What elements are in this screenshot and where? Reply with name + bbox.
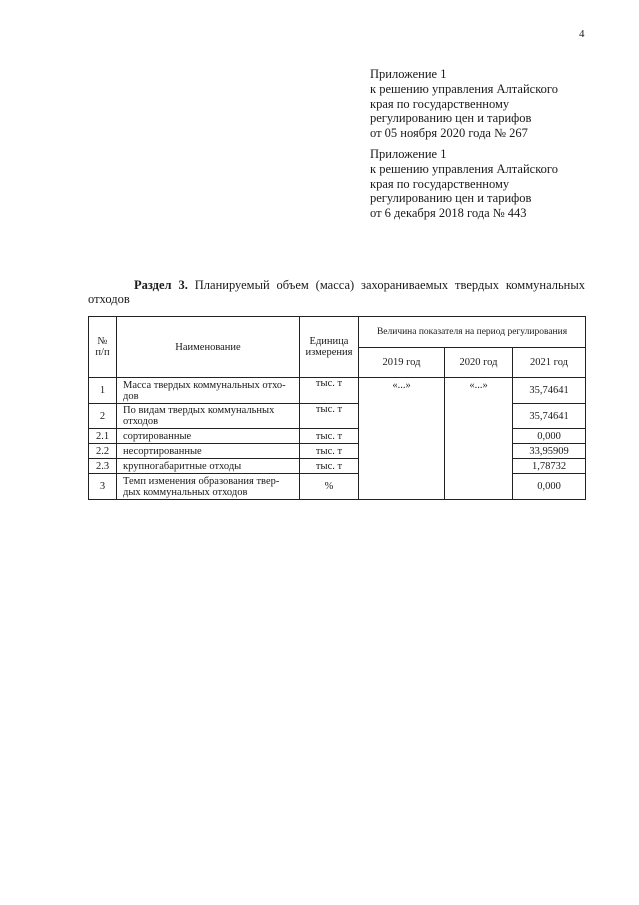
merged-value-2020: «...»	[445, 378, 513, 500]
header-year-2021: 2021 год	[513, 348, 586, 378]
table-row	[89, 378, 586, 404]
row-name: сортированные	[117, 429, 300, 444]
waste-volume-table	[88, 316, 586, 500]
appendix-line: регулированию цен и тарифов	[370, 191, 532, 206]
section-label: Раздел 3.	[134, 278, 188, 292]
row-num: 2.2	[89, 444, 117, 459]
row-num: 2.1	[89, 429, 117, 444]
row-value-2021: 0,000	[513, 429, 586, 444]
table-header-row	[89, 317, 586, 348]
row-unit: %	[300, 474, 359, 500]
header-year-2020: 2020 год	[445, 348, 513, 378]
header-period: Величина показателя на период регулирования	[359, 317, 586, 348]
row-value-2021: 1,78732	[513, 459, 586, 474]
header-num: № п/п	[89, 317, 117, 378]
header-unit: Единица измерения	[300, 317, 359, 378]
appendix-header-original	[370, 147, 558, 221]
row-value-2021: 33,95909	[513, 444, 586, 459]
page-number: 4	[579, 28, 585, 40]
appendix-line: Приложение 1	[370, 67, 447, 81]
header-year-2019: 2019 год	[359, 348, 445, 378]
row-num: 3	[89, 474, 117, 500]
appendix-line: от 6 декабря 2018 года № 443	[370, 206, 527, 221]
row-unit: тыс. т	[300, 429, 359, 444]
row-unit: тыс. т	[300, 459, 359, 474]
header-name: Наименование	[117, 317, 300, 378]
appendix-line: к решению управления Алтайского	[370, 161, 558, 176]
row-unit: тыс. т	[300, 444, 359, 459]
section-title-text: Планируемый объем (масса) захораниваемых твердых коммунальных отходов	[88, 278, 586, 306]
appendix-line: края по государственному	[370, 96, 510, 111]
row-value-2021: 35,74641	[513, 378, 586, 404]
row-name: Масса твердых коммунальных отхо-дов	[117, 378, 300, 404]
row-num: 2	[89, 404, 117, 429]
row-name: крупногабаритные отходы	[117, 459, 300, 474]
appendix-line: Приложение 1	[370, 147, 447, 161]
row-value-2021: 0,000	[513, 474, 586, 500]
appendix-line: регулированию цен и тарифов	[370, 111, 532, 126]
section-title	[88, 278, 585, 306]
row-unit: тыс. т	[300, 404, 359, 429]
row-num: 1	[89, 378, 117, 404]
appendix-line: к решению управления Алтайского	[370, 81, 558, 96]
row-name: Темп изменения образования твер-дых коммунальных отходов	[117, 474, 300, 500]
row-unit: тыс. т	[300, 378, 359, 404]
appendix-header-current	[370, 67, 558, 141]
appendix-line: от 05 ноября 2020 года № 267	[370, 126, 528, 141]
merged-value-2019: «...»	[359, 378, 445, 500]
row-value-2021: 35,74641	[513, 404, 586, 429]
row-name: несортированные	[117, 444, 300, 459]
row-num: 2.3	[89, 459, 117, 474]
row-name: По видам твердых коммунальных отходов	[117, 404, 300, 429]
appendix-line: края по государственному	[370, 176, 510, 191]
